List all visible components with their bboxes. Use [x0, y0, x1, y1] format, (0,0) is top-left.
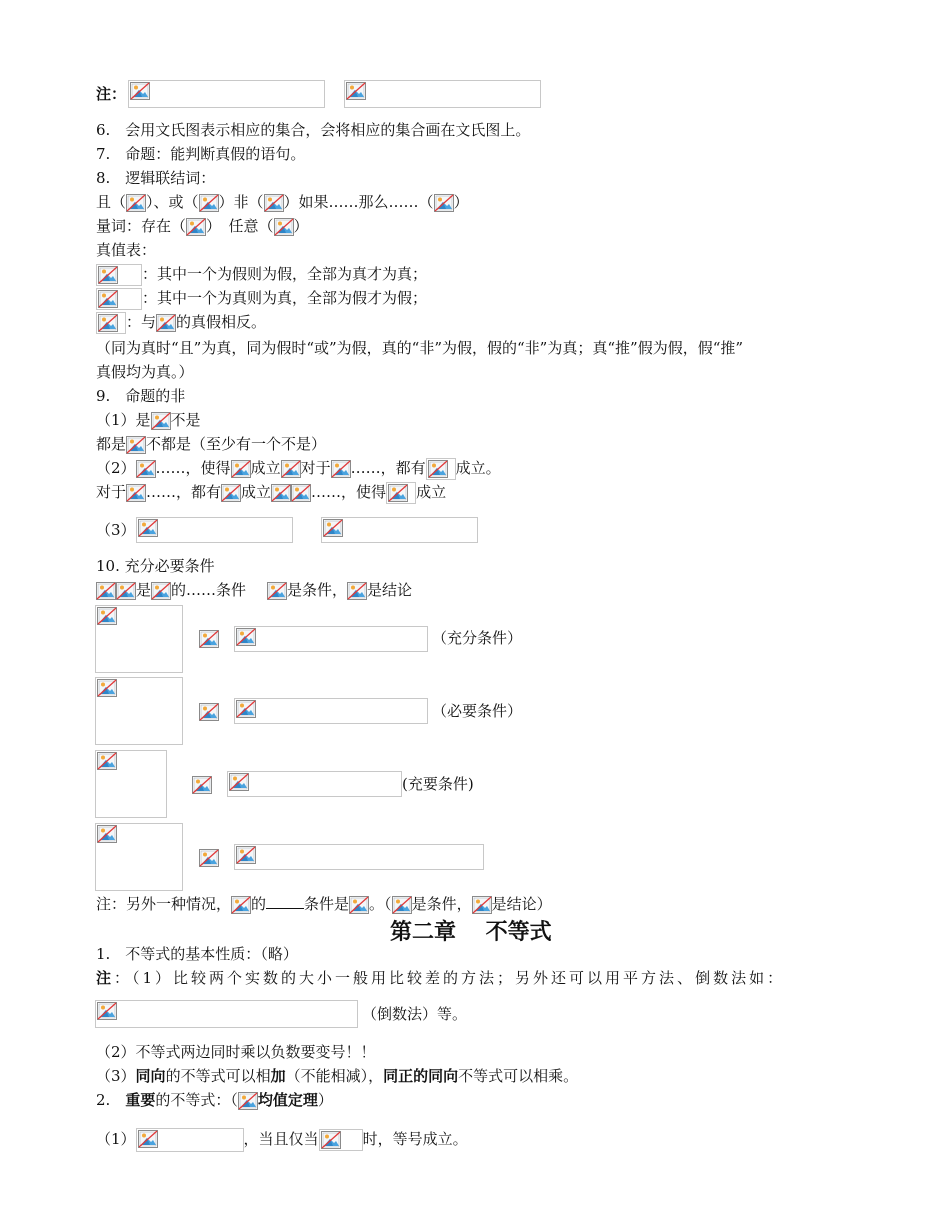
formula-frame	[95, 1000, 358, 1028]
broken-image-icon	[151, 582, 171, 600]
broken-image-icon	[136, 460, 156, 478]
broken-image-icon	[116, 582, 136, 600]
broken-image-icon	[97, 1002, 117, 1020]
broken-image-icon	[98, 266, 118, 284]
negation-line3: （2） ……，使得 成立 对于 ……，都有 成立。	[96, 458, 501, 480]
negation-line4: 对于 ……，都有 成立 ……，使得 成立	[96, 482, 446, 504]
truth-row-or: ：其中一个为真则为真，全部为假才为假；	[96, 288, 427, 310]
venn-diagram-frame	[95, 750, 167, 818]
broken-image-icon	[96, 582, 116, 600]
important-inequality: 2. 重要的不等式：（ 均值定理）	[96, 1091, 333, 1109]
negation-line5: （3）	[96, 521, 136, 539]
truth-row-and: ：其中一个为假则为假，全部为真才为真；	[96, 264, 427, 286]
broken-image-icon	[472, 896, 492, 914]
broken-image-icon	[199, 703, 219, 721]
quantifiers: 量词：存在（ ） 任意（ ）	[96, 217, 309, 235]
broken-image-icon	[428, 460, 448, 478]
broken-image-icon	[151, 412, 171, 430]
broken-image-icon	[186, 218, 206, 236]
broken-image-icon	[264, 194, 284, 212]
chapter-title: 第二章 不等式	[390, 920, 552, 945]
broken-image-icon	[274, 218, 294, 236]
broken-image-icon	[97, 607, 117, 625]
formula-frame	[128, 80, 325, 108]
truth-row-not: ：与 的真假相反。	[96, 312, 266, 334]
logic-connectives: 且（ ）、或（ ）非（ ）如果……那么……（ ）	[96, 193, 469, 211]
broken-image-icon	[231, 896, 251, 914]
item-8: 8. 逻辑联结词：	[96, 169, 216, 187]
equality-condition: （1） ，当且仅当 时，等号成立。	[96, 1128, 468, 1152]
formula-frame	[136, 517, 293, 543]
formula-frame	[234, 698, 428, 724]
truth-table-title: 真值表：	[96, 241, 157, 259]
item-9: 9. 命题的非	[96, 387, 186, 405]
broken-image-icon	[199, 194, 219, 212]
formula-frame	[234, 626, 428, 652]
broken-image-icon	[156, 314, 176, 332]
broken-image-icon	[271, 484, 291, 502]
venn-diagram-frame	[95, 823, 183, 891]
formula-frame	[344, 80, 541, 108]
truth-note-line1: （同为真时“且”为真，同为假时“或”为假，真的“非”为假，假的“非”为真；真“推”假为假，假“推”	[96, 339, 744, 357]
broken-image-icon	[347, 582, 367, 600]
broken-image-icon	[331, 460, 351, 478]
broken-image-icon	[236, 700, 256, 718]
broken-image-icon	[231, 460, 251, 478]
broken-image-icon	[434, 194, 454, 212]
note-row	[96, 84, 126, 104]
venn-diagram-frame	[95, 605, 183, 673]
broken-image-icon	[229, 773, 249, 791]
note-label: 注：	[96, 85, 127, 103]
negation-line1: （1）是 不是	[96, 411, 201, 429]
iff-label: (充要条件)	[402, 775, 474, 793]
negative-multiply-rule: （2）不等式两边同时乘以负数要变号！！	[96, 1043, 376, 1061]
necessary-label: （必要条件）	[432, 702, 523, 720]
broken-image-icon	[221, 484, 241, 502]
formula-frame	[321, 517, 478, 543]
broken-image-icon	[138, 1130, 158, 1148]
broken-image-icon	[236, 628, 256, 646]
broken-image-icon	[126, 484, 146, 502]
same-direction-rule: （3）同向的不等式可以相加（不能相减），同正的同向不等式可以相乘。	[96, 1067, 579, 1085]
broken-image-icon	[267, 582, 287, 600]
note-compare-methods: 注：（1）比较两个实数的大小一般用比较差的方法；另外还可以用平方法、倒数法如：	[96, 969, 786, 987]
blank-underline	[266, 894, 304, 909]
broken-image-icon	[130, 82, 150, 100]
venn-diagram-frame	[95, 677, 183, 745]
broken-image-icon	[238, 1092, 258, 1110]
broken-image-icon	[392, 896, 412, 914]
broken-image-icon	[126, 436, 146, 454]
item-6: 6. 会用文氏图表示相应的集合，会将相应的集合画在文氏图上。	[96, 121, 531, 139]
broken-image-icon	[97, 679, 117, 697]
formula-frame	[227, 771, 402, 797]
inequality-item-1: 1. 不等式的基本性质：（略）	[96, 945, 298, 963]
broken-image-icon	[323, 519, 343, 537]
broken-image-icon	[291, 484, 311, 502]
negation-line2: 都是 不都是（至少有一个不是）	[96, 435, 327, 453]
item-7: 7. 命题：能判断真假的语句。	[96, 145, 306, 163]
broken-image-icon	[236, 846, 256, 864]
broken-image-icon	[321, 1131, 341, 1149]
item-10: 10. 充分必要条件	[96, 557, 215, 575]
other-case-note: 注：另外一种情况， 的 条件是 。（ 是条件， 是结论）	[96, 895, 552, 913]
broken-image-icon	[199, 630, 219, 648]
broken-image-icon	[346, 82, 366, 100]
broken-image-icon	[97, 752, 117, 770]
broken-image-icon	[281, 460, 301, 478]
broken-image-icon	[138, 519, 158, 537]
formula-frame	[234, 844, 484, 870]
broken-image-icon	[192, 776, 212, 794]
broken-image-icon	[349, 896, 369, 914]
sufficient-label: （充分条件）	[432, 629, 523, 647]
broken-image-icon	[199, 849, 219, 867]
reciprocal-method-text: （倒数法）等。	[362, 1005, 468, 1023]
broken-image-icon	[97, 825, 117, 843]
broken-image-icon	[98, 290, 118, 308]
truth-note-line2: 真假均为真。）	[96, 363, 194, 381]
broken-image-icon	[98, 314, 118, 332]
condition-definition: 是 的……条件 是条件， 是结论	[96, 580, 412, 600]
broken-image-icon	[126, 194, 146, 212]
broken-image-icon	[388, 484, 408, 502]
